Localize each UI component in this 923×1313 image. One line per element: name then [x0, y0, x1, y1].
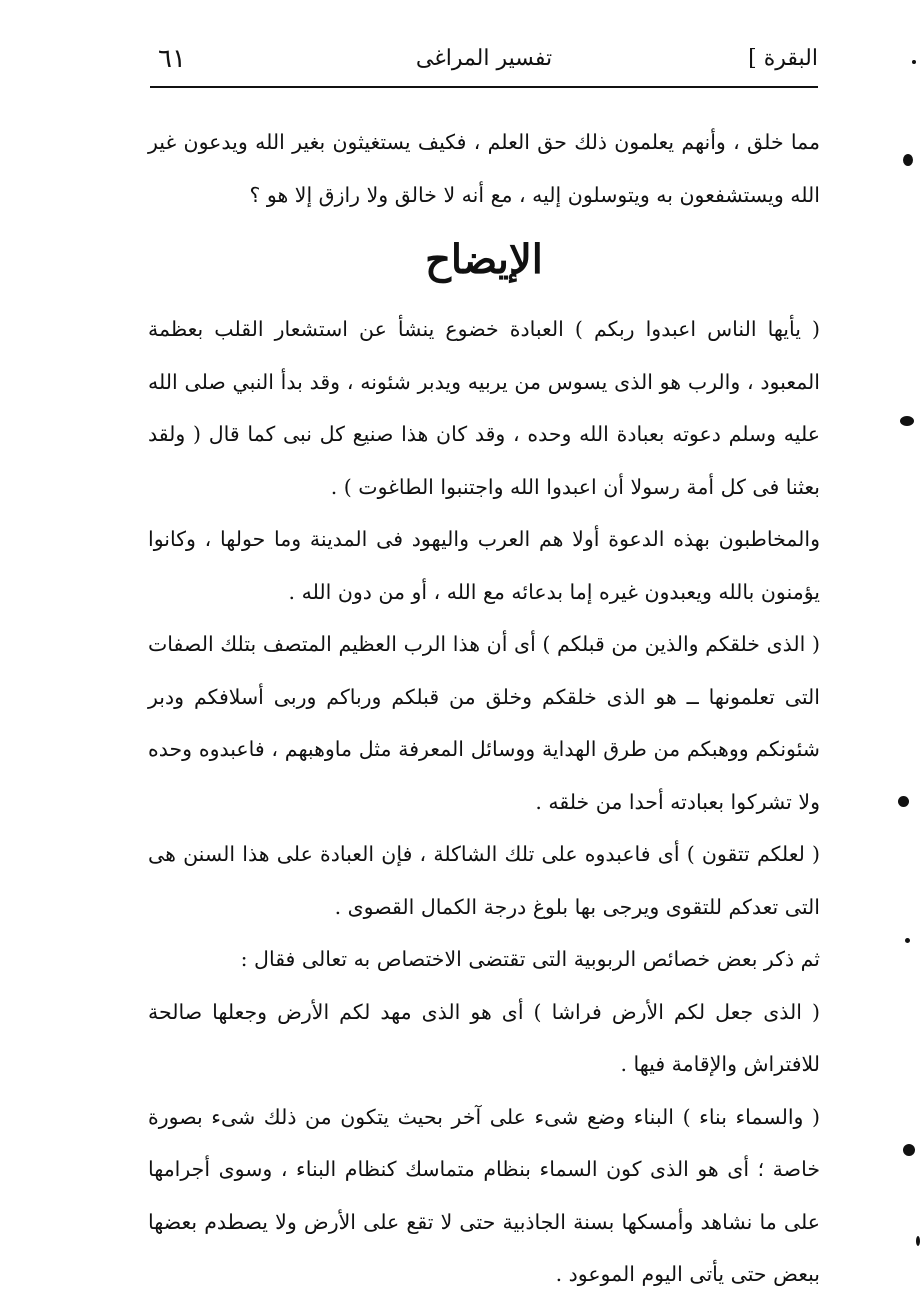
scan-speck — [916, 1236, 920, 1246]
intro-paragraph: مما خلق ، وأنهم يعلمون ذلك حق العلم ، فكيف يستغيثون بغير الله ويدعون غير الله ويستشفعون به ويتوسلون إليه ، مع أنه لا خالق ولا رازق إلا هو ؟ — [148, 130, 820, 207]
scan-speck — [905, 938, 910, 943]
page-body — [148, 116, 820, 1301]
book-title: تفسير المراغى — [415, 46, 553, 71]
scan-speck — [898, 796, 909, 807]
paragraph: ثم ذكر بعض خصائص الربوبية التى تقتضى الاختصاص به تعالى فقال : — [240, 947, 820, 971]
scan-speck — [903, 1144, 915, 1156]
scan-speck — [903, 154, 913, 166]
page-number: ٦١ — [158, 44, 186, 74]
scan-speck — [912, 60, 916, 64]
scan-speck — [900, 416, 914, 426]
paragraph: والمخاطبون بهذه الدعوة أولا هم العرب واليهود فى المدينة وما حولها ، وكانوا يؤمنون بالله ويعبدون غيره إما بدعائه مع الله ، أو من دون الله . — [148, 527, 820, 604]
surah-name: البقرة ] — [748, 46, 818, 71]
paragraph: ( الذى خلقكم والذين من قبلكم ) أى أن هذا الرب العظيم المتصف بتلك الصفات التى تعلمونها ــ هو الذى خلقكم وخلق من قبلكم ورباكم وربى أسلافكم ودبر شئونكم ووهبكم من طرق الهداية ووسائل المعرفة مثل ماوهبهم ، فاعبدوه وحده ولا تشركوا بعبادته أحدا من خلقه . — [148, 632, 820, 814]
paragraph: ( الذى جعل لكم الأرض فراشا ) أى هو الذى مهد لكم الأرض وجعلها صالحة للافتراش والإقامة فيها . — [148, 999, 820, 1076]
page-header — [150, 34, 818, 86]
paragraph: ( يأيها الناس اعبدوا ربكم ) العبادة خضوع ينشأ عن استشعار القلب بعظمة المعبود ، والرب هو الذى يسوس من يربيه ويدبر شئونه ، وقد بدأ النبي صلى الله عليه وسلم دعوته بعبادة الله وحده ، وقد كان هذا صنيع كل نبى كما قال ( ولقد بعثنا فى كل أمة رسولا أن اعبدوا الله واجتنبوا الطاغوت ) . — [148, 317, 820, 499]
header-rule — [150, 86, 818, 88]
paragraph: ( لعلكم تتقون ) أى فاعبدوه على تلك الشاكلة ، فإن العبادة على هذا السنن هى التى تعدكم للتقوى ويرجى بها بلوغ درجة الكمال القصوى . — [148, 842, 820, 919]
paragraph: ( والسماء بناء ) البناء وضع شىء على آخر بحيث يتكون من ذلك شىء بصورة خاصة ؛ أى هو الذى كون السماء بنظام متماسك كنظام البناء ، وسوى أجرامها على ما نشاهد وأمسكها بسنة الجاذبية حتى لا تقع على الأرض ولا يصطدم بعضها ببعض حتى يأتى اليوم الموعود . — [148, 1104, 820, 1286]
section-heading: الإيضاح — [425, 236, 543, 283]
